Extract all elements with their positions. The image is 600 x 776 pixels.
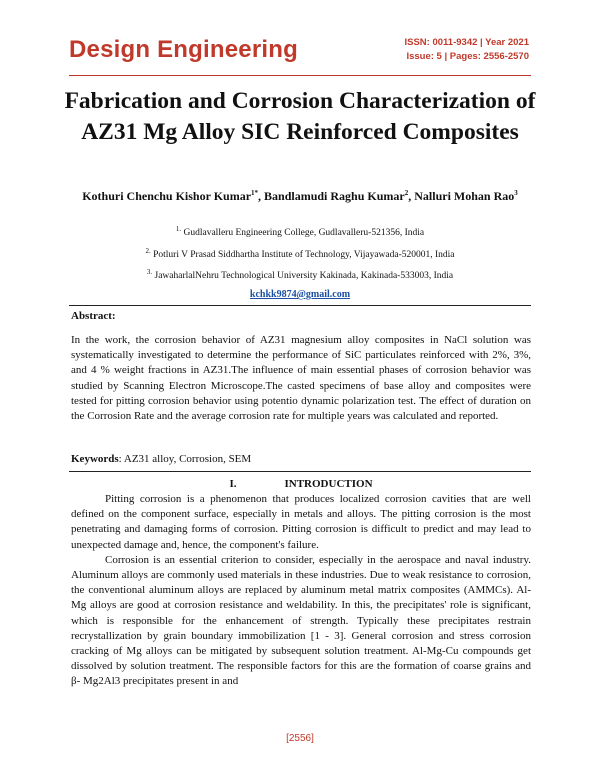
keywords-bottom-rule bbox=[69, 471, 531, 472]
keywords-label: Keywords bbox=[71, 453, 119, 465]
section-title: INTRODUCTION bbox=[284, 478, 373, 490]
abstract-top-rule bbox=[69, 305, 531, 306]
journal-name: Design Engineering bbox=[69, 36, 298, 63]
abstract-heading: Abstract: bbox=[71, 310, 116, 322]
abstract-paragraph: In the work, the corrosion behavior of AZ31 magnesium alloy composites in NaCl solution was systematically investigated to determine the performance of SiC particulates reinforced with 2%, 3%, and 4 % weight fractions in AZ31.The influence of main essential phases of corrosion behavior was studied by Scanning Electron Microscope.The casted specimens of base alloy and composites were tested for pitting corrosion behavior using potentio dynamic polarization test. The effect of duration on the Corrosion Rate and the average corrosion rate for multiple years was calculated and reported. bbox=[71, 334, 531, 423]
author-sup: 2 bbox=[404, 189, 409, 197]
affiliation-sup: 2. bbox=[145, 247, 151, 255]
author-sup: 1* bbox=[251, 189, 259, 197]
body-paragraph: Corrosion is an essential criterion to consider, especially in the aerospace and naval industry. Aluminum alloys are commonly used materials in these industries. Due to weak resistance to corrosion, the conventional aluminum alloys are replaced by aluminum metal matrix composites (AMMCs). Al-Mg alloys are good at corrosion resistance and weldability. In this, the precipitates' role is significant, which is responsible for the enhancement of strength. Typically these precipitates restrain recrystallization by grain boundary immobilization [1 - 3]. General corrosion and stress corrosion cracking of Mg alloys can be mitigated by subsequent solution treatment. Al-Mg-Cu compounds get dissolved by solution treatment. The responsible factors for this are the formation of coarse grains and β- Mg2Al3 precipitates present in and bbox=[71, 553, 531, 688]
affiliation bbox=[70, 266, 530, 282]
affiliation-sup: 1. bbox=[175, 225, 182, 233]
header-divider bbox=[69, 75, 531, 76]
page-number: [2556] bbox=[286, 733, 314, 744]
affiliation-text: JawaharlalNehru Technological University Kakinada, Kakinada-533003, India bbox=[152, 271, 454, 282]
section-heading bbox=[71, 478, 531, 490]
author-sep: , bbox=[408, 189, 415, 203]
author-sep: , bbox=[258, 189, 265, 203]
affiliation bbox=[70, 245, 530, 261]
author-name: Kothuri Chenchu Kishor Kumar bbox=[82, 189, 252, 203]
introduction-body bbox=[71, 492, 531, 690]
author-name: Bandlamudi Raghu Kumar bbox=[264, 189, 405, 203]
keywords-text: : AZ31 alloy, Corrosion, SEM bbox=[118, 453, 252, 465]
author-name: Nalluri Mohan Rao bbox=[414, 189, 515, 203]
affiliation-sup: 3. bbox=[146, 268, 153, 276]
paper-title: Fabrication and Corrosion Characterization of AZ31 Mg Alloy SIC Reinforced Composites bbox=[64, 88, 536, 145]
affiliation-text: Gudlavalleru Engineering College, Gudlavalleru-521356, India bbox=[181, 228, 425, 239]
issue-line: Issue: 5 | Pages: 2556-2570 bbox=[406, 51, 529, 62]
affiliation bbox=[70, 223, 530, 239]
issn-block bbox=[405, 36, 530, 64]
abstract-text bbox=[71, 333, 531, 424]
email-link[interactable]: kchkk9874@gmail.com bbox=[249, 289, 351, 300]
body-paragraph: Pitting corrosion is a phenomenon that produces localized corrosion cavities that are well defined on the component surface, especially in metals and alloys. The pitting corrosion is the most penetrating and damaging forms of corrosion. Pitting corrosion is difficult to predict and may lead to unexpected damage and, hence, the component's failure. bbox=[71, 493, 531, 551]
keywords bbox=[71, 453, 251, 465]
affiliation-text: Potluri V Prasad Siddhartha Institute of Technology, Vijayawada-520001, India bbox=[150, 250, 455, 261]
author-list bbox=[70, 185, 530, 205]
issn-line: ISSN: 0011-9342 | Year 2021 bbox=[404, 37, 529, 48]
author-sup: 3 bbox=[514, 189, 518, 197]
section-number: I. bbox=[229, 478, 237, 490]
